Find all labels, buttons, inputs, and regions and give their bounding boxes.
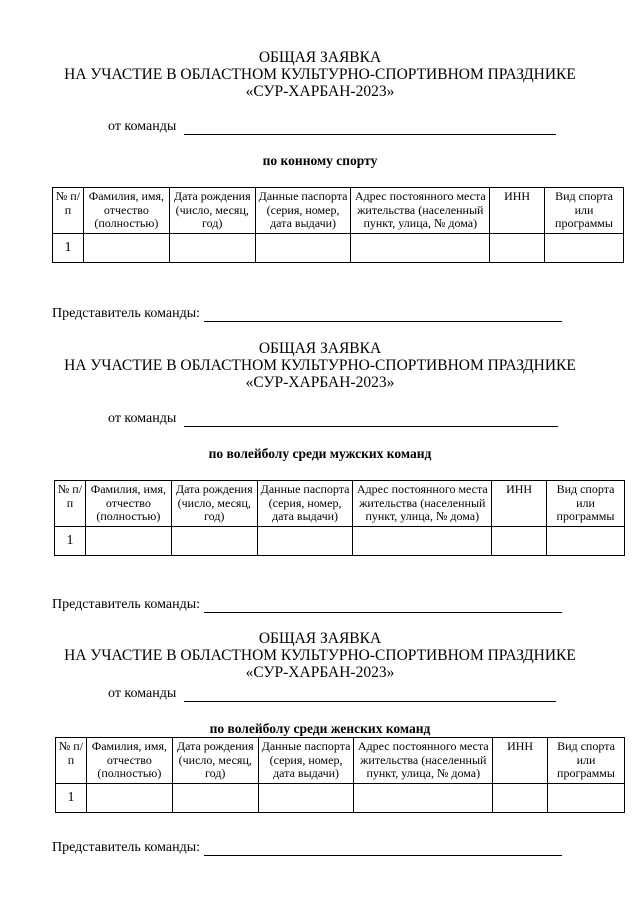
from-team-label: от команды: [108, 411, 177, 426]
header-full-name: Фамилия, имя, отчество (полностью): [86, 738, 172, 784]
title-line-1: ОБЩАЯ ЗАЯВКА: [258, 630, 382, 647]
header-address: Адрес постоянного места жительства (населенный пункт, улица, № дома): [354, 738, 493, 784]
row-number: 1: [56, 783, 87, 812]
representative-label: Представитель команды:: [52, 597, 200, 612]
header-inn: ИНН: [492, 481, 547, 527]
from-team-label: от команды: [108, 686, 177, 701]
representative-row: [52, 840, 562, 856]
title-line-3: «СУР-ХАРБАН-2023»: [245, 83, 395, 100]
cell-inn[interactable]: [493, 783, 548, 812]
title-line-3: «СУР-ХАРБАН-2023»: [245, 374, 395, 391]
header-sport: Вид спорта или программы: [545, 188, 624, 234]
header-sport: Вид спорта или программы: [548, 738, 625, 784]
cell-sport[interactable]: [548, 783, 625, 812]
header-number: № п/п: [55, 481, 86, 527]
title-line-1: ОБЩАЯ ЗАЯВКА: [258, 340, 382, 357]
cell-passport[interactable]: [258, 783, 354, 812]
header-passport: Данные паспорта (серия, номер, дата выдачи): [255, 188, 351, 234]
header-inn: ИНН: [490, 188, 545, 234]
row-number: 1: [53, 233, 84, 262]
sport-title: по волейболу среди мужских команд: [208, 446, 432, 461]
representative-field[interactable]: [204, 843, 562, 856]
cell-address[interactable]: [354, 783, 493, 812]
cell-full-name[interactable]: [86, 783, 172, 812]
table-row: [56, 783, 625, 812]
header-birth-date: Дата рождения (число, месяц, год): [169, 188, 255, 234]
from-team-field[interactable]: [184, 689, 556, 702]
representative-label: Представитель команды:: [52, 840, 200, 855]
from-team-label: от команды: [108, 119, 177, 134]
header-address: Адрес постоянного места жительства (населенный пункт, улица, № дома): [351, 188, 490, 234]
header-birth-date: Дата рождения (число, месяц, год): [172, 738, 258, 784]
header-passport: Данные паспорта (серия, номер, дата выдачи): [258, 738, 354, 784]
sport-title: по волейболу среди женских команд: [209, 721, 431, 736]
header-birth-date: Дата рождения (число, месяц, год): [171, 481, 257, 527]
header-number: № п/п: [53, 188, 84, 234]
title-line-2: НА УЧАСТИЕ В ОБЛАСТНОМ КУЛЬТУРНО-СПОРТИВНОМ ПРАЗДНИКЕ: [64, 66, 576, 83]
header-passport: Данные паспорта (серия, номер, дата выдачи): [257, 481, 353, 527]
header-number: № п/п: [56, 738, 87, 784]
form-title: [0, 630, 640, 681]
entry-table: [55, 737, 625, 813]
sport-title: по конному спорту: [262, 153, 378, 168]
cell-birth-date[interactable]: [172, 783, 258, 812]
header-full-name: Фамилия, имя, отчество (полностью): [83, 188, 169, 234]
table-header-row: [56, 738, 625, 784]
title-line-1: ОБЩАЯ ЗАЯВКА: [258, 49, 382, 66]
title-line-2: НА УЧАСТИЕ В ОБЛАСТНОМ КУЛЬТУРНО-СПОРТИВНОМ ПРАЗДНИКЕ: [64, 647, 576, 664]
header-full-name: Фамилия, имя, отчество (полностью): [85, 481, 171, 527]
title-line-3: «СУР-ХАРБАН-2023»: [245, 664, 395, 681]
row-number: 1: [55, 526, 86, 555]
header-sport: Вид спорта или программы: [547, 481, 625, 527]
title-line-2: НА УЧАСТИЕ В ОБЛАСТНОМ КУЛЬТУРНО-СПОРТИВНОМ ПРАЗДНИКЕ: [64, 357, 576, 374]
header-inn: ИНН: [493, 738, 548, 784]
representative-label: Представитель команды:: [52, 306, 200, 321]
header-address: Адрес постоянного места жительства (населенный пункт, улица, № дома): [353, 481, 492, 527]
from-team-row: [108, 686, 556, 702]
